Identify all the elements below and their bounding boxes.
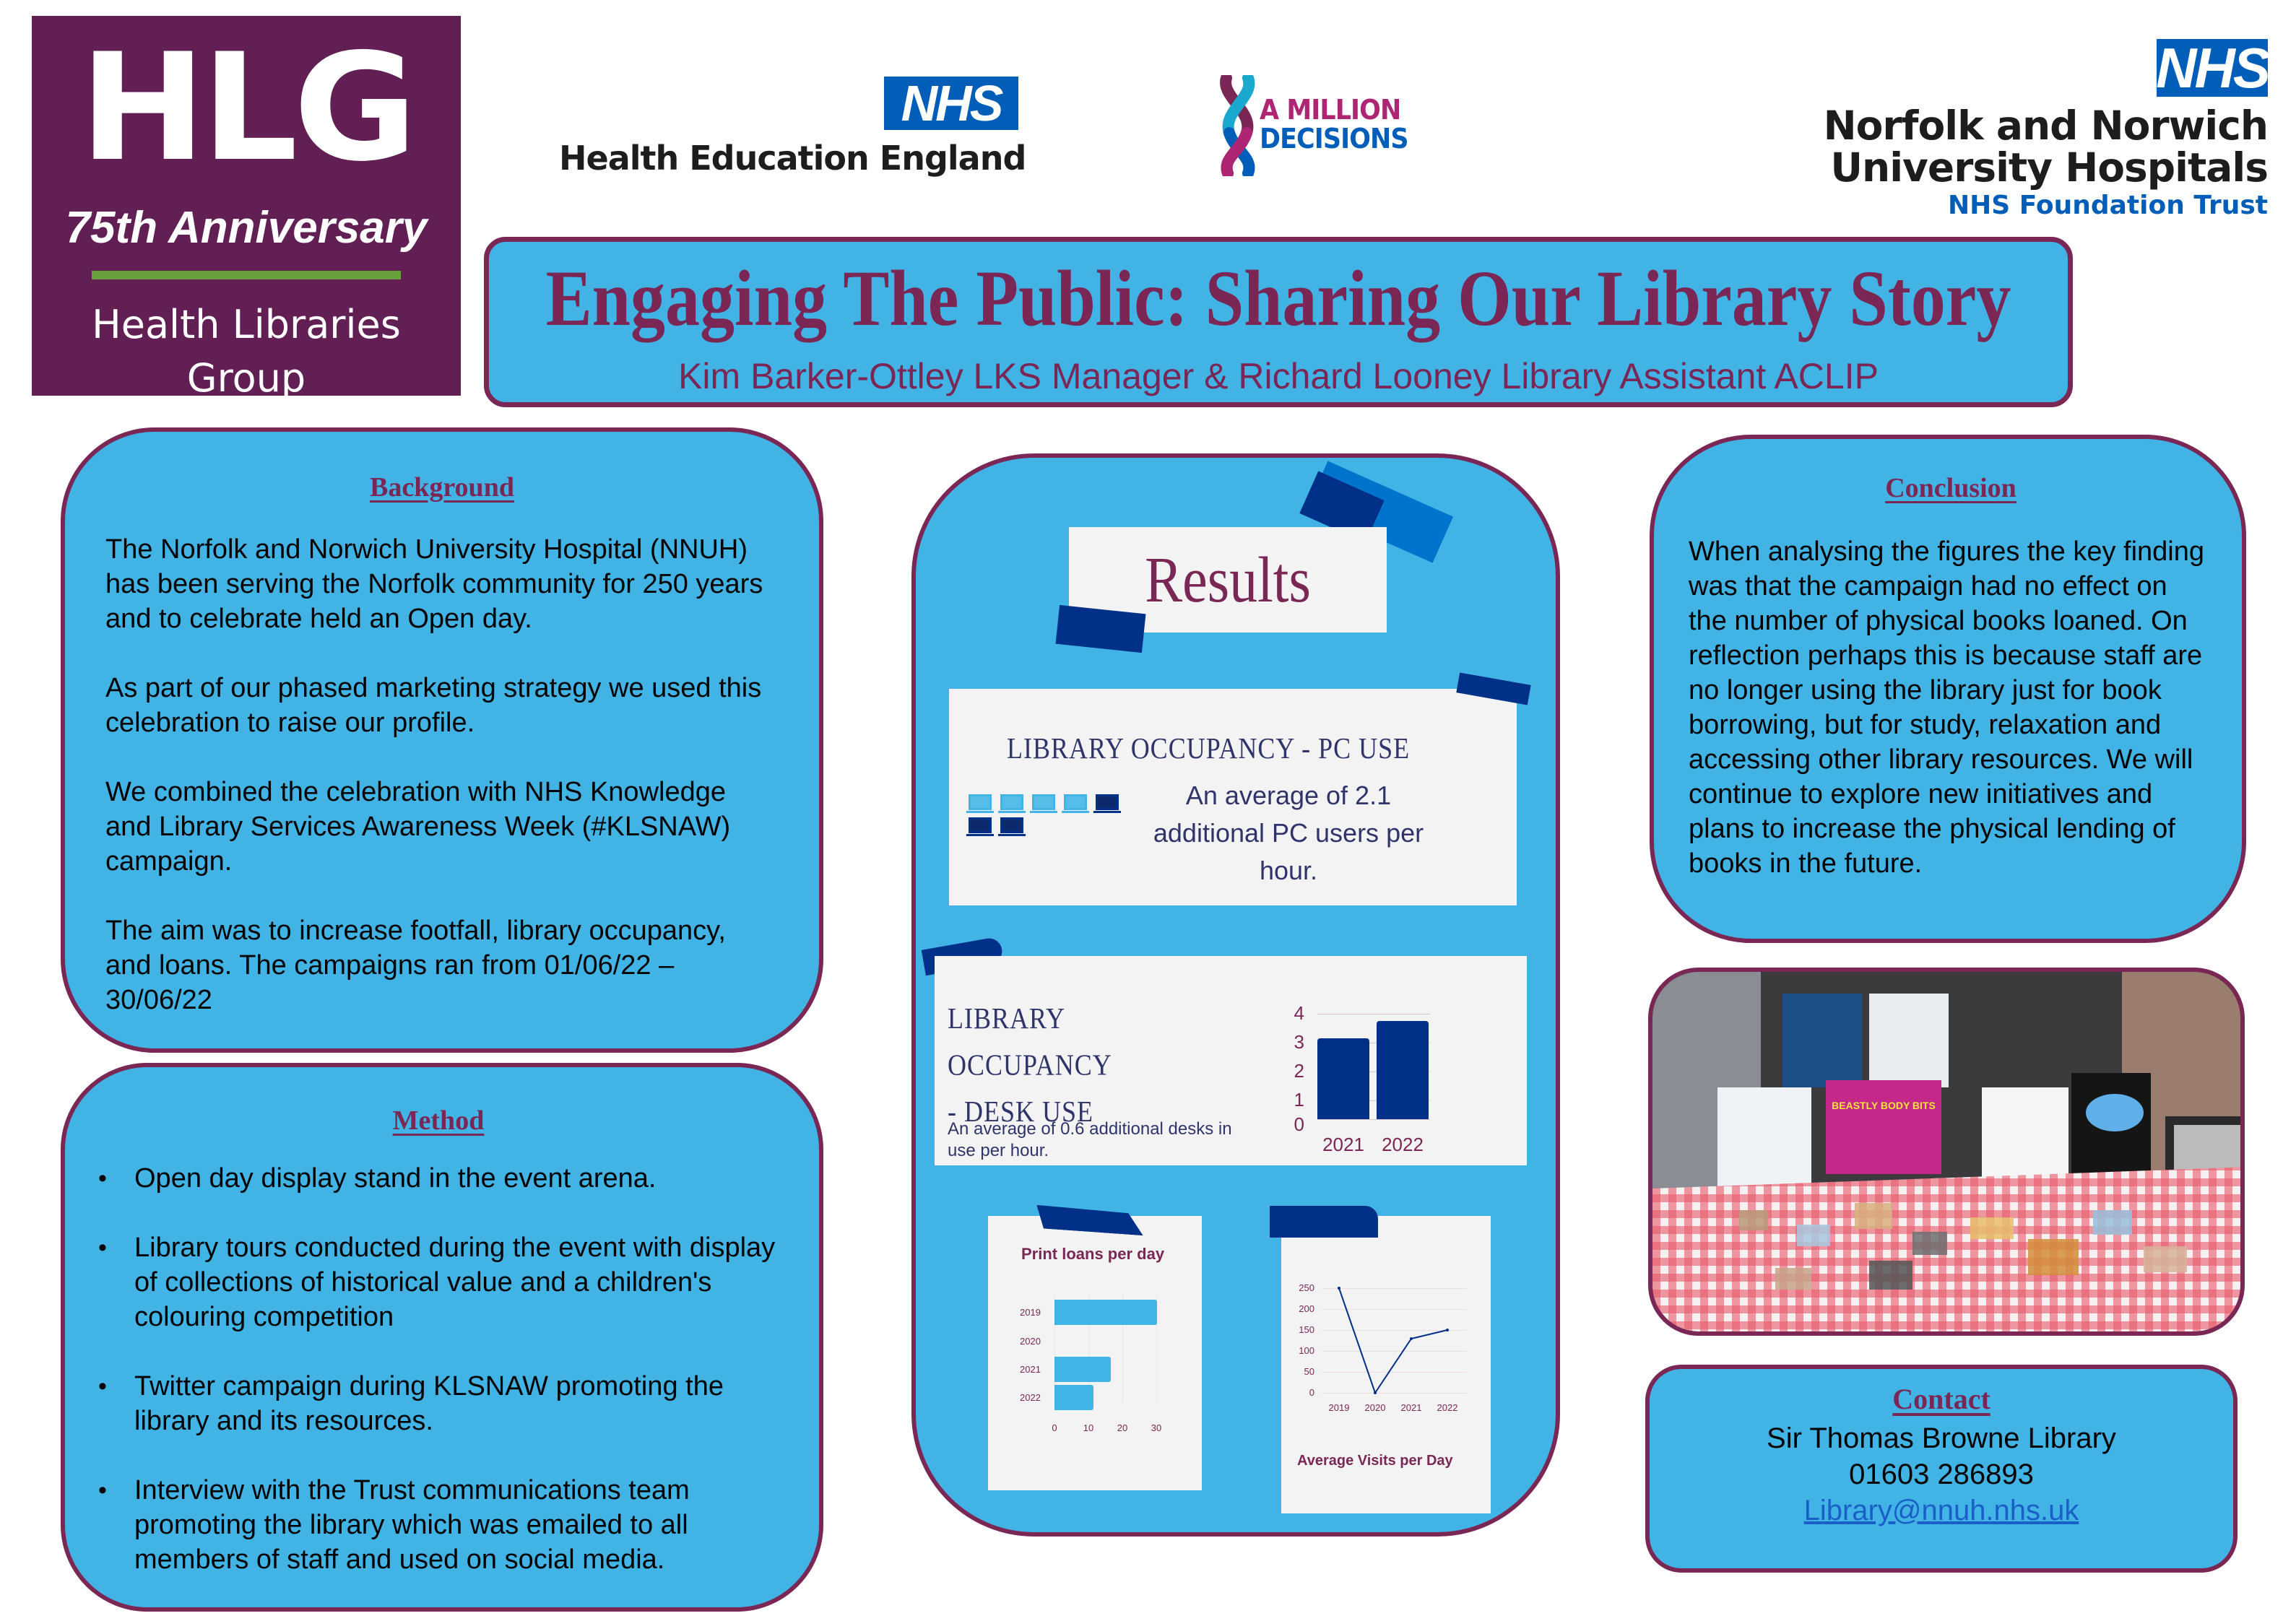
y-tick: 2 [1294,1060,1304,1082]
poster-authors: Kim Barker-Ottley LKS Manager & Richard Looney Library Assistant ACLIP [678,356,1879,396]
desk-use-description: An average of 0.6 additional desks in use per hour. [948,1119,1232,1160]
x-tick: 2021 [1400,1402,1422,1413]
conclusion-heading: Conclusion [1885,473,2016,503]
computer-icon [966,794,994,813]
contact-heading: Contact [1892,1383,1990,1415]
tape-decoration [1056,605,1146,653]
pc-use-description: An average of 2.1 additional PC users per hour. [1153,781,1424,885]
contact-phone: 01603 286893 [1849,1459,2034,1490]
nhs-logo-icon: NHS [884,77,1018,130]
method-item [98,1369,779,1438]
background-paragraph: The aim was to increase footfall, library occupancy, and loans. The campaigns ran from 01/06/22 – 30/06/22 [105,916,726,1015]
method-item-text: Twitter campaign during KLSNAW promoting the library and its resources. [134,1371,724,1436]
poster-title: Engaging The Public: Sharing Our Library Story [545,253,2011,343]
computer-icon [998,794,1026,813]
computer-icon [998,817,1026,836]
tape-decoration [1270,1206,1378,1238]
y-tick: 100 [1299,1345,1314,1356]
y-tick: 2022 [1020,1392,1041,1403]
avg-visits-title: Average Visits per Day [1297,1453,1453,1469]
visits-line-series [1281,1216,1491,1433]
y-tick: 0 [1309,1387,1314,1398]
y-tick: 200 [1299,1303,1314,1314]
hlg-name-line1: Health Libraries [92,302,401,347]
desk-use-card [935,956,1527,1165]
results-panel [911,453,1560,1537]
desk-use-heading [948,995,1112,1134]
x-tick: 30 [1151,1422,1162,1433]
desk-use-bar-chart [1288,1002,1462,1155]
puzzle-box-label: BEASTLY BODY BITS [1832,1100,1936,1111]
y-tick: 3 [1294,1031,1304,1053]
results-heading: Results [1145,543,1311,616]
y-tick: 2021 [1020,1364,1041,1375]
hlg-divider [92,271,401,279]
x-tick: 2022 [1382,1134,1424,1155]
method-item [98,1230,779,1334]
pc-use-heading: LIBRARY OCCUPANCY - PC USE [1007,731,1411,765]
bar-2021 [1317,1038,1369,1119]
helix-icon [1213,75,1264,176]
bar-2019 [1054,1300,1157,1325]
bullet-icon: • [98,1165,107,1192]
x-tick: 10 [1083,1422,1094,1433]
nnuh-line1: Norfolk and Norwich [1823,103,2268,149]
heading-line: LIBRARY [948,1001,1066,1035]
pc-use-card [949,689,1517,905]
x-tick: 2022 [1437,1402,1458,1413]
y-tick: 250 [1299,1282,1314,1293]
y-tick: 2020 [1020,1336,1041,1347]
background-panel [61,427,823,1053]
conclusion-panel [1650,435,2246,943]
gridline [1317,1119,1430,1120]
nnuh-logo [1823,35,2269,224]
amd-line2: DECISIONS [1260,123,1408,155]
y-tick: 50 [1304,1366,1314,1377]
contact-panel [1645,1365,2237,1573]
background-heading: Background [370,472,514,503]
photo-illustration [1652,972,2245,1336]
method-list [98,1161,779,1577]
hlg-anniversary: 75th Anniversary [65,203,428,253]
conclusion-text: When analysing the figures the key finding was that the campaign had no effect on the number of physical books loaned. On reflection perhaps this is because staff are no longer using the library just for book borrowing, but for study, relaxation and accessing other library resources. We will continue to explore new initiatives and plans to increase the physical lending of books in the future. [1689,536,2204,879]
contact-name: Sir Thomas Browne Library [1767,1422,2116,1454]
hlg-acronym: HLG [79,22,413,194]
bullet-icon: • [98,1234,107,1261]
computer-icon [1062,794,1089,813]
x-tick: 2021 [1322,1134,1364,1155]
bar-2022 [1377,1021,1429,1119]
y-tick: 4 [1294,1002,1304,1024]
bullet-icon: • [98,1477,107,1504]
x-tick: 2020 [1364,1402,1386,1413]
x-tick: 20 [1117,1422,1128,1433]
y-tick: 0 [1294,1113,1304,1135]
print-loans-title: Print loans per day [1021,1245,1165,1263]
bar-2021 [1054,1357,1111,1382]
background-paragraph: We combined the celebration with NHS Knowledge and Library Services Awareness Week (#KLSNAW) campaign. [105,777,731,877]
amd-logo [1213,72,1459,181]
nhs-logo-icon: NHS [2156,35,2269,100]
method-panel [61,1063,823,1612]
hlg-logo [32,16,461,401]
method-heading: Method [392,1105,485,1136]
title-banner [484,237,2073,407]
avg-visits-card [1281,1216,1491,1513]
background-paragraph: As part of our phased marketing strategy we used this celebration to raise our profile. [105,673,762,738]
computer-icon [1030,794,1057,813]
hee-logo [556,72,1026,188]
x-tick: 0 [1052,1422,1057,1433]
contact-email-link[interactable]: Library@nnuh.nhs.uk [1803,1495,2079,1526]
computer-icon [1093,794,1121,813]
bar-2022 [1054,1385,1093,1410]
y-tick: 2019 [1020,1307,1041,1318]
pc-icon-group [966,794,1125,836]
method-item-text: Interview with the Trust communications team promoting the library which was emailed to all members of staff and used on social media. [134,1475,690,1575]
background-paragraph: The Norfolk and Norwich University Hospital (NNUH) has been serving the Norfolk community for 250 years and to celebrate held an Open day. [105,534,763,634]
x-tick: 2019 [1328,1402,1350,1413]
computer-icon [966,817,994,836]
amd-line1: A MILLION [1260,94,1401,126]
hee-name: Health Education England [559,139,1026,178]
method-item [98,1473,779,1577]
event-photo [1648,968,2245,1336]
heading-line: - DESK USE [948,1095,1094,1128]
method-item [98,1161,779,1196]
nnuh-line2: University Hospitals [1830,144,2268,191]
method-item-text: Library tours conducted during the event with display of collections of historical value and a children's colouring competition [134,1233,776,1332]
bullet-icon: • [98,1373,107,1400]
method-item-text: Open day display stand in the event arena. [134,1163,657,1194]
heading-line: OCCUPANCY [948,1048,1112,1082]
y-tick: 150 [1299,1324,1314,1335]
hlg-name-line2: Group [186,355,306,401]
y-tick: 1 [1294,1089,1304,1111]
print-loans-card [988,1216,1202,1490]
nnuh-line3: NHS Foundation Trust [1948,191,2268,220]
